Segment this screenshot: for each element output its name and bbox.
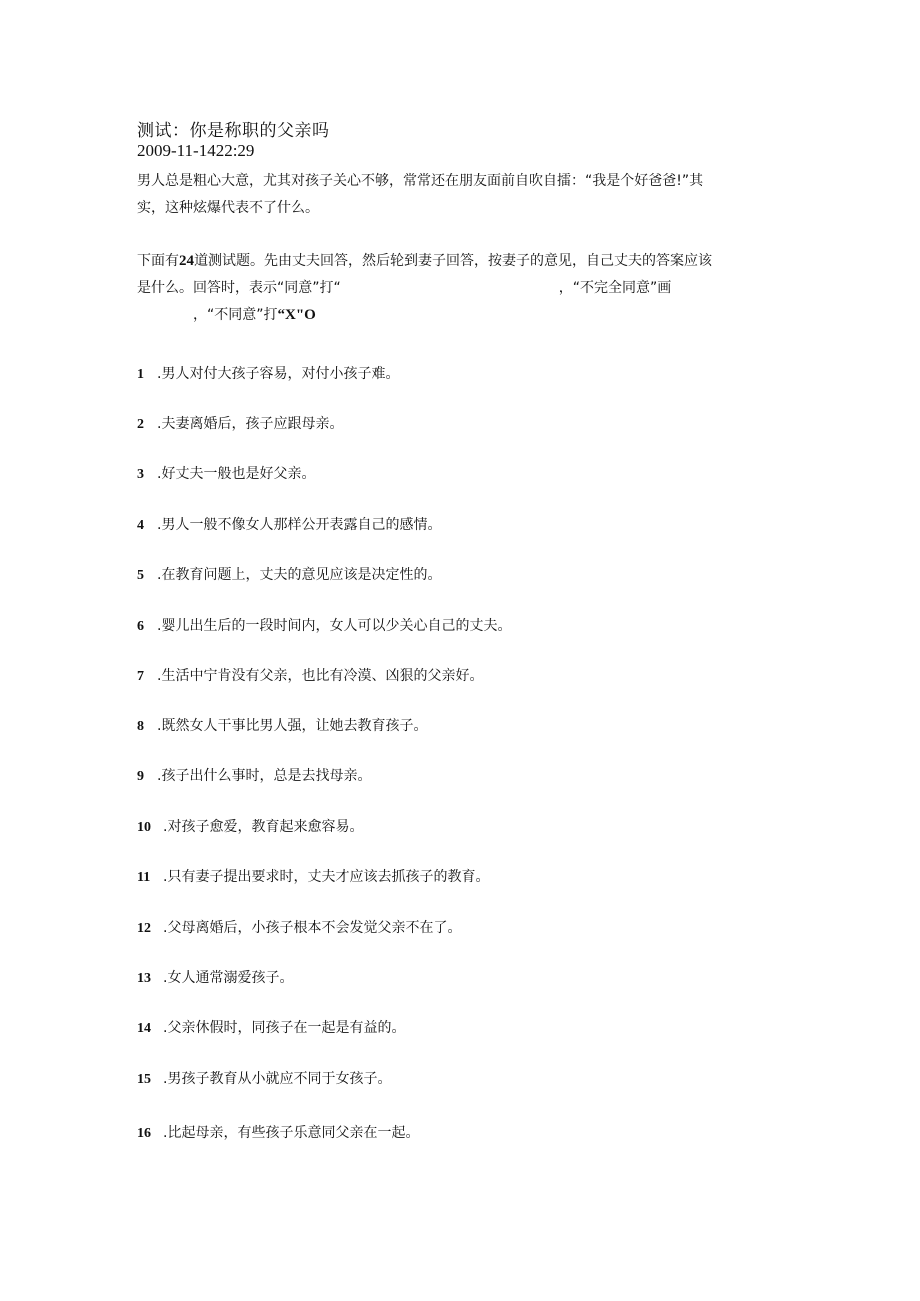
question-number: 14: [137, 1021, 151, 1036]
instructions-post: 道测试题。先由丈夫回答，然后轮到妻子回答，按妻子的意见，自己丈夫的答案应该: [194, 253, 712, 269]
question-number: 16: [137, 1126, 151, 1141]
intro-line-2: 实，这种炫爆代表不了什么。: [137, 200, 319, 216]
question-text: .好丈夫一般也是好父亲。: [157, 466, 316, 482]
question-item: [137, 564, 441, 586]
question-text: .夫妻离婚后，孩子应跟母亲。: [157, 416, 344, 432]
question-text: .男人一般不像女人那样公开表露自己的感情。: [157, 517, 442, 533]
question-item: [137, 765, 371, 787]
question-item: [137, 463, 315, 485]
question-number: 3: [137, 467, 144, 482]
question-text: .女人通常溺爱孩子。: [163, 970, 294, 986]
question-item: [137, 715, 427, 737]
question-number: 15: [137, 1072, 151, 1087]
post-datetime: 2009-11-1422:29: [137, 141, 255, 160]
instructions-line-2: [137, 275, 797, 302]
question-number: 13: [137, 971, 151, 986]
question-item: [137, 866, 489, 888]
question-number: 12: [137, 921, 151, 936]
agree-instruction: 是什么。回答时，表示“同意”打“: [137, 280, 341, 296]
question-item: [137, 514, 441, 536]
question-item: [137, 363, 399, 385]
question-item: [137, 917, 461, 939]
question-number: 8: [137, 719, 144, 734]
question-number: 6: [137, 619, 144, 634]
intro-line-1: 男人总是粗心大意，尤其对孩子关心不够，常常还在朋友面前自吹自擂：“我是个好爸爸!”其: [137, 173, 704, 189]
question-item: [137, 1068, 391, 1090]
question-number: 1: [137, 367, 144, 382]
instructions-paragraph: [137, 248, 797, 329]
question-item: [137, 615, 511, 637]
question-text: .父亲休假时，同孩子在一起是有益的。: [163, 1020, 406, 1036]
question-text: .在教育问题上，丈夫的意见应该是决定性的。: [157, 567, 442, 583]
instructions-line-3: [137, 302, 797, 329]
intro-paragraph: [137, 168, 797, 222]
instructions-line-1: [137, 248, 797, 275]
question-item: [137, 1122, 419, 1144]
disagree-instruction: ，“不同意”打: [193, 307, 278, 323]
question-text: .只有妻子提出要求时，丈夫才应该去抓孩子的教育。: [163, 869, 490, 885]
question-text: .父母离婚后，小孩子根本不会发觉父亲不在了。: [163, 920, 462, 936]
question-item: [137, 1017, 405, 1039]
question-number: 11: [137, 870, 151, 885]
question-count: 24: [179, 253, 194, 269]
question-number: 10: [137, 820, 151, 835]
instructions-pre: 下面有: [137, 253, 179, 269]
question-text: .男孩子教育从小就应不同于女孩子。: [163, 1071, 392, 1087]
question-text: .男人对付大孩子容易，对付小孩子难。: [157, 366, 400, 382]
question-text: .既然女人干事比男人强，让她去教育孩子。: [157, 718, 428, 734]
x-mark-symbol: “X"O: [277, 307, 316, 323]
partial-agree-instruction: ，“不完全同意”画: [558, 280, 672, 296]
question-text: .婴儿出生后的一段时间内，女人可以少关心自己的丈夫。: [157, 618, 512, 634]
question-number: 9: [137, 769, 144, 784]
question-number: 2: [137, 417, 144, 432]
question-number: 7: [137, 669, 144, 684]
page-title: 测试：你是称职的父亲吗: [137, 121, 330, 141]
question-text: .对孩子愈爱，教育起来愈容易。: [163, 819, 364, 835]
question-text: .孩子出什么事时，总是去找母亲。: [157, 768, 372, 784]
question-text: .比起母亲，有些孩子乐意同父亲在一起。: [163, 1125, 420, 1141]
question-number: 5: [137, 568, 144, 583]
question-number: 4: [137, 518, 144, 533]
question-item: [137, 413, 343, 435]
question-item: [137, 967, 293, 989]
question-item: [137, 665, 483, 687]
question-text: .生活中宁肯没有父亲，也比有冷漠、凶狠的父亲好。: [157, 668, 484, 684]
question-item: [137, 816, 363, 838]
